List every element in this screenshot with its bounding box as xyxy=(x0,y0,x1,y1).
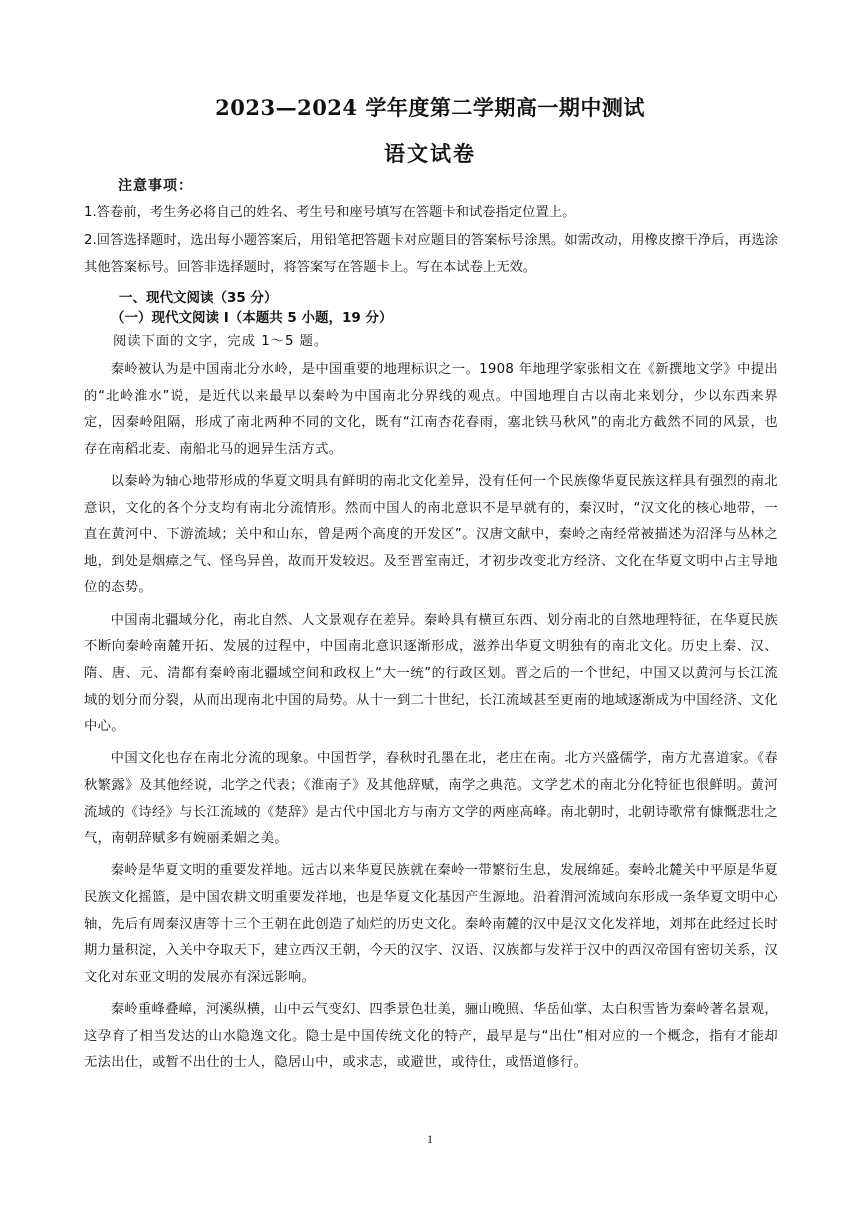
passage-paragraph-5: 秦岭是华夏文明的重要发祥地。远古以来华夏民族就在秦岭一带繁衍生息，发展绵延。秦岭北麓关中平原是华夏民族文化摇篮，是中国农耕文明重要发祥地，也是华夏文化基因产生源地。沿着渭河流域向东形成一条华夏文明中心轴，先后有周秦汉唐等十三个王朝在此创造了灿烂的历史文化。秦岭南麓的汉中是汉文化发祥地，刘邦在此经过长时期力量积淀，入关中夺取天下，建立西汉王朝，今天的汉字、汉语、汉族都与发祥于汉中的西汉帝国有密切关系，汉文化对东亚文明的发展亦有深远影响。 xyxy=(84,863,778,985)
exam-title: 2023—2024 学年度第二学期高一期中测试 xyxy=(215,95,645,120)
passage-paragraph-1: 秦岭被认为是中国南北分水岭，是中国重要的地理标识之一。1908 年地理学家张相文在《新撰地文学》中提出的“北岭淮水”说，是近代以来最早以秦岭为中国南北分界线的观点。中国地理自古以南北来划分，少以东西来界定，因秦岭阻隔，形成了南北两种不同的文化，既有“江南杏花春雨，塞北铁马秋风”的南北方截然不同的风景，也存在南稻北麦、南船北马的迥异生活方式。 xyxy=(84,362,778,457)
reading-instruction: 阅读下面的文字，完成 1～5 题。 xyxy=(113,334,329,349)
passage-paragraph-6: 秦岭重峰叠嶂，河溪纵横，山中云气变幻、四季景色壮美，骊山晚照、华岳仙掌、太白积雪皆为秦岭著名景观，这孕育了相当发达的山水隐逸文化。隐士是中国传统文化的特产，最早是与“出仕”相对应的一个概念，指有才能却无法出仕，或暂不出仕的士人，隐居山中，或求志，或避世，或待仕，或悟道修行。 xyxy=(84,1002,778,1071)
section-subheading: （一）现代文阅读 I（本题共 5 小题，19 分） xyxy=(111,310,393,326)
notice-item-1: 1.答卷前，考生务必将自己的姓名、考生号和座号填写在答题卡和试卷指定位置上。 xyxy=(84,205,576,220)
notice-item-2: 2.回答选择题时，选出每小题答案后，用铅笔把答题卡对应题目的答案标号涂黑。如需改动，用橡皮擦干净后，再选涂其他答案标号。回答非选择题时，将答案写在答题卡上。写在本试卷上无效。 xyxy=(84,233,778,275)
reading-passage xyxy=(84,357,778,1083)
passage-paragraph-3: 中国南北疆域分化，南北自然、人文景观存在差异。秦岭具有横亘东西、划分南北的自然地理特征，在华夏民族不断向秦岭南麓开拓、发展的过程中，中国南北意识逐渐形成，滋养出华夏文明独有的南北文化。历史上秦、汉、隋、唐、元、清都有秦岭南北疆域空间和政权上“大一统”的行政区划。晋之后的一个世纪，中国又以黄河与长江流域的划分而分裂，从而出现南北中国的局势。从十一到二十世纪，长江流域甚至更南的地域逐渐成为中国经济、文化中心。 xyxy=(84,612,778,735)
page-number: 1 xyxy=(427,1132,433,1146)
passage-paragraph-2: 以秦岭为轴心地带形成的华夏文明具有鲜明的南北文化差异，没有任何一个民族像华夏民族这样具有强烈的南北意识，文化的各个分支均有南北分流情形。然而中国人的南北意识不是早就有的，秦汉时，“汉文化的核心地带，一直在黄河中、下游流域；关中和山东，曾是两个高度的开发区”。汉唐文献中，秦岭之南经常被描述为沼泽与丛林之地，到处是烟瘴之气、怪鸟异兽，故而开发较迟。及至晋室南迁，才初步改变北方经济、文化在华夏文明中占主导地位的态势。 xyxy=(84,474,778,596)
passage-paragraph-4: 中国文化也存在南北分流的现象。中国哲学，春秋时孔墨在北，老庄在南。北方兴盛儒学，南方尤喜道家。《春秋繁露》及其他经说，北学之代表；《淮南子》及其他辞赋，南学之典范。文学艺术的南北分化特征也很鲜明。黄河流域的《诗经》与长江流域的《楚辞》是古代中国北方与南方文学的两座高峰。南北朝时，北朝诗歌常有慷慨悲壮之气，南朝辞赋多有婉丽柔媚之美。 xyxy=(84,751,778,847)
exam-subtitle: 语文试卷 xyxy=(384,141,476,166)
section-heading: 一、现代文阅读（35 分） xyxy=(119,290,278,306)
notice-heading: 注意事项： xyxy=(118,178,193,194)
